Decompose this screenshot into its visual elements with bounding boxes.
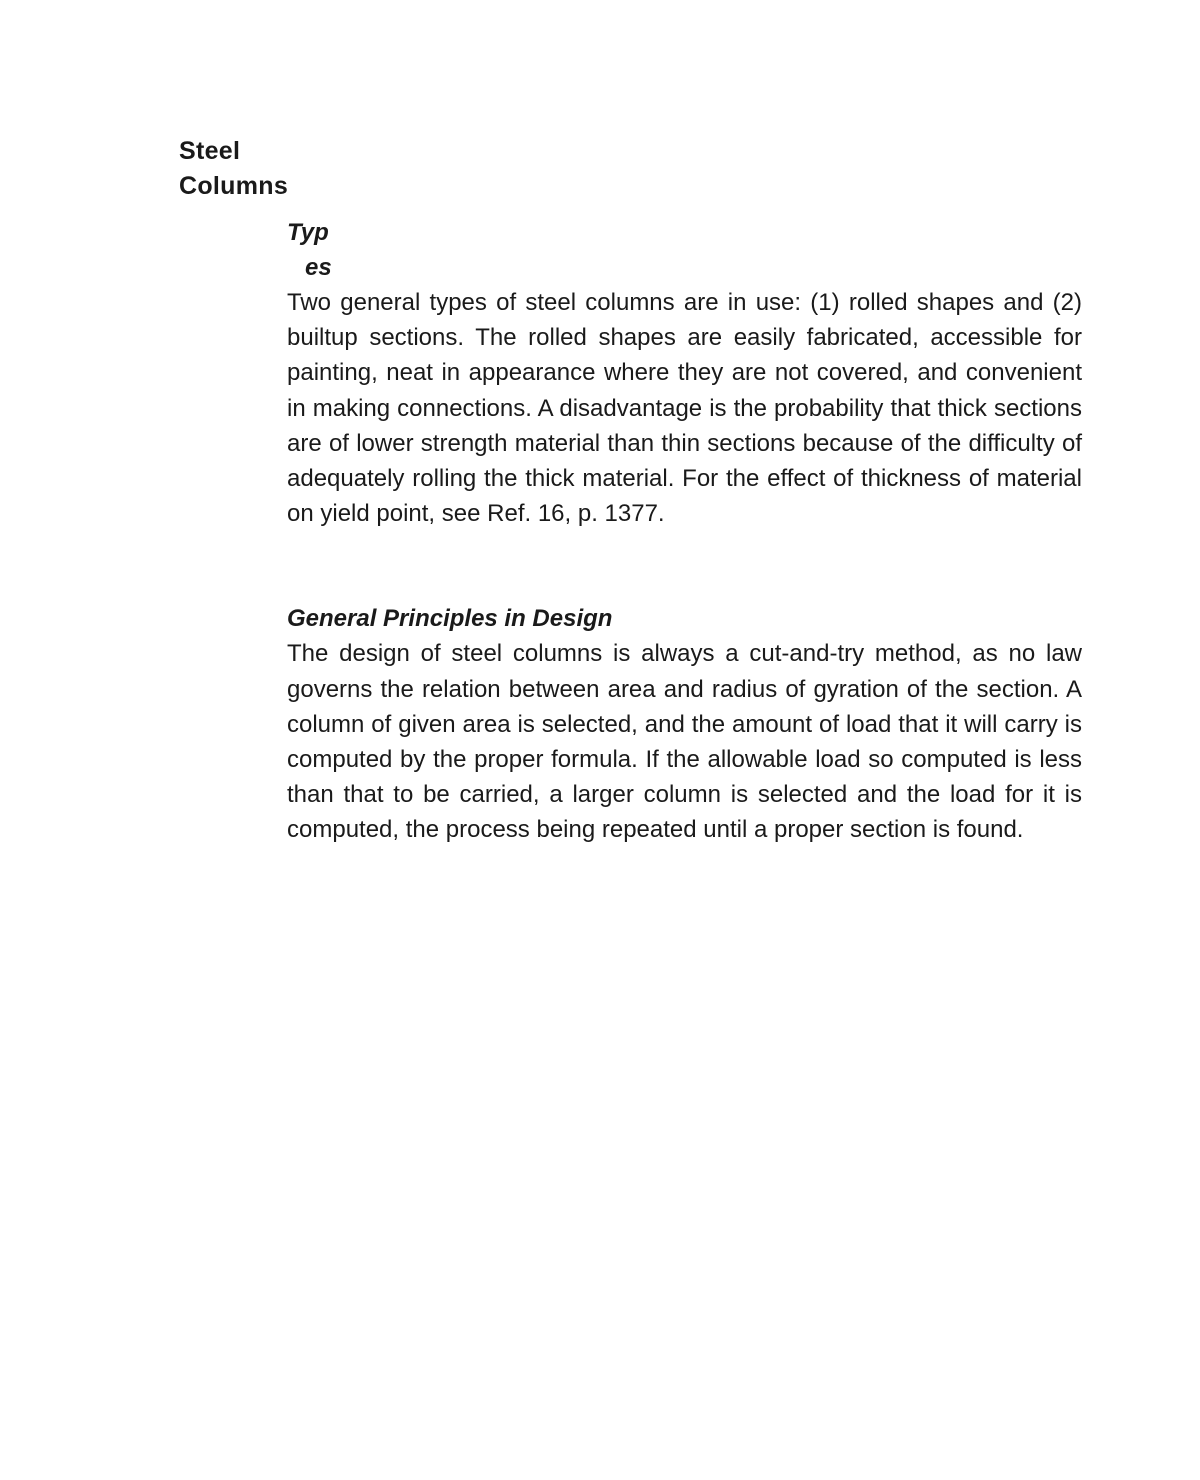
section-heading-types-line-1: Typ xyxy=(287,219,329,246)
section-general-principles-paragraph: The design of steel columns is always a cut-and-try method, as no law governs the relation between area and radius of gyration of the section. A column of given area is selected, and the amount of load that it will carry is computed by the proper formula. If the allowable load so computed is less than that to be carried, a larger column is selected and the load for it is computed, the process being repeated until a proper section is found. xyxy=(287,640,1082,844)
section-types-paragraph: Two general types of steel columns are in use: (1) rolled shapes and (2) builtup sections. The rolled shapes are easily fabricated, accessible for painting, neat in appearance where they are not covered, and convenient in making connections. A disadvantage is the probability that thick sections are of lower strength material than thin sections because of the difficulty of adequately rolling the thick material. For the effect of thickness of material on yield point, see Ref. 16, p. 1377. xyxy=(287,289,1082,528)
section-general-principles xyxy=(287,601,1082,847)
document-title-line-2: Columns xyxy=(179,172,289,200)
section-types xyxy=(287,215,1082,531)
section-heading-types xyxy=(287,215,1082,285)
section-heading-general-principles: General Principles in Design xyxy=(287,605,613,633)
document-content xyxy=(287,215,1082,848)
section-heading-types-line-2: es xyxy=(305,254,332,281)
document-title-line-1: Steel xyxy=(179,137,241,165)
section-spacer xyxy=(287,531,1082,601)
document-title xyxy=(179,134,288,204)
